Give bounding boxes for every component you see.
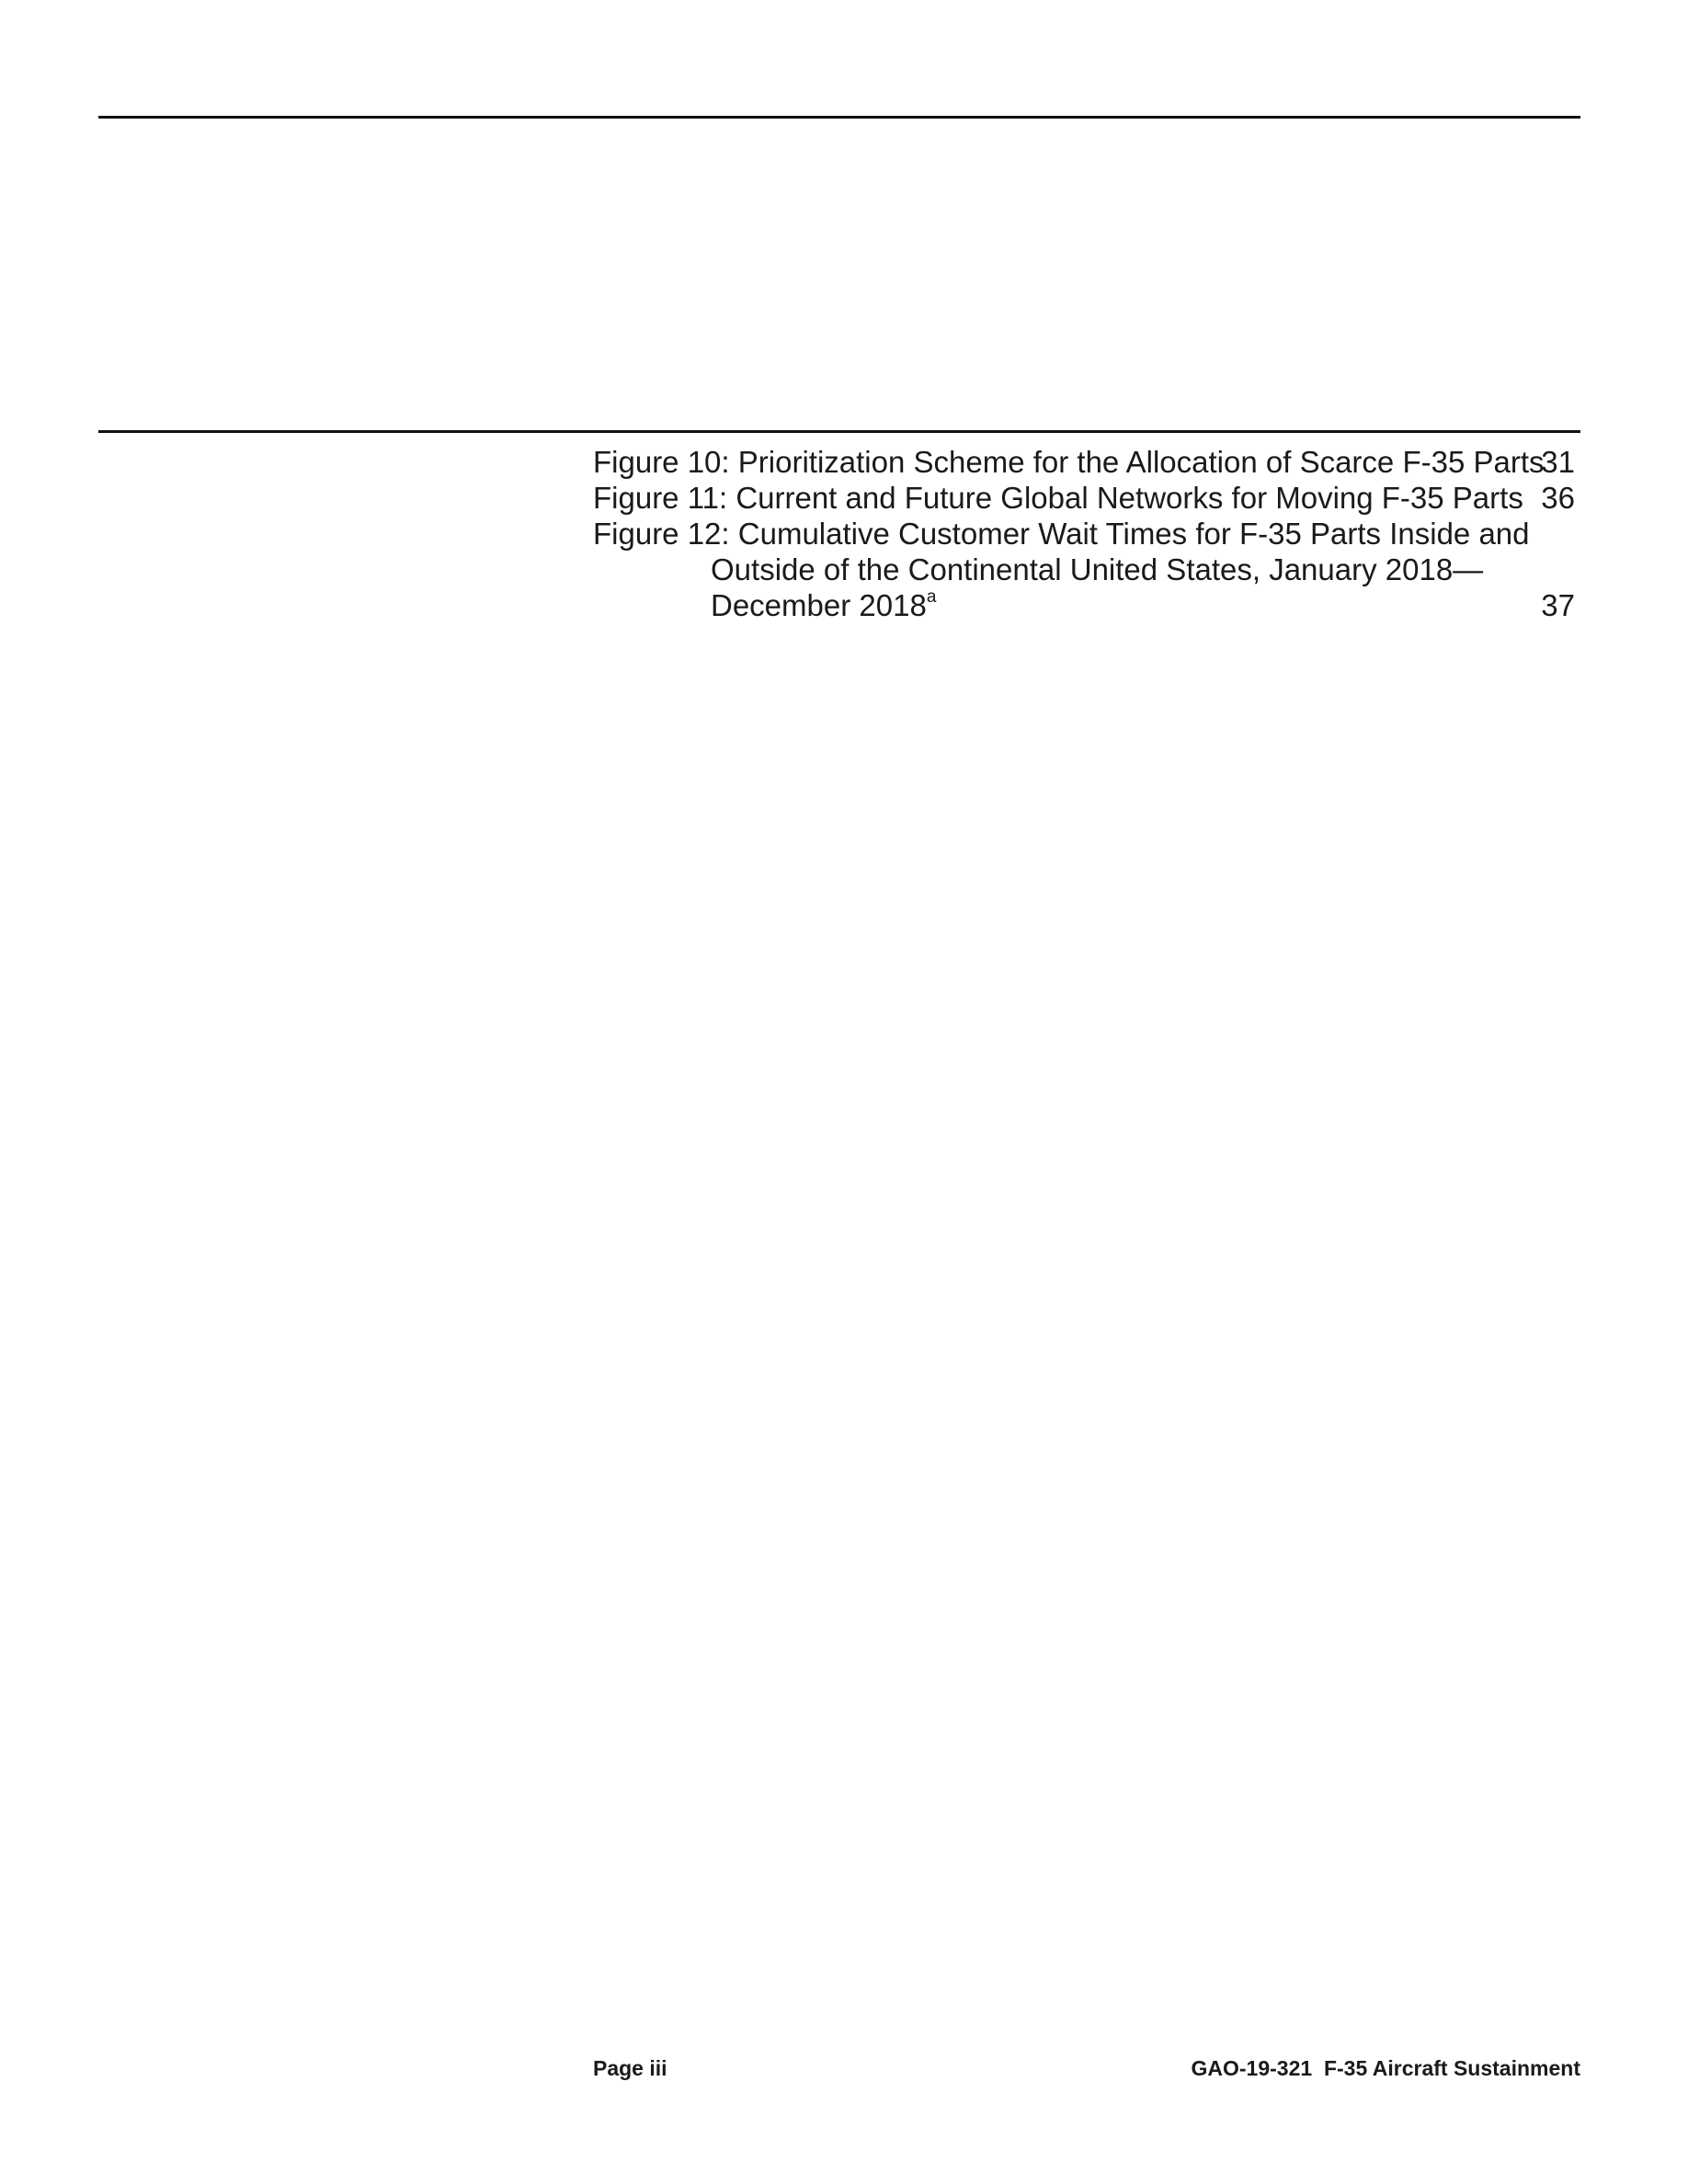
page-number: Page iii [593, 2056, 667, 2080]
document-identifier: GAO-19-321 F-35 Aircraft Sustainment [1191, 2056, 1580, 2080]
toc-entry-title: Current and Future Global Networks for Moving F-35 Parts [736, 481, 1523, 515]
toc-entry-label: Figure 10: [593, 445, 730, 479]
toc-entry-label: Figure 11: [593, 481, 728, 515]
toc-entry-title: Prioritization Scheme for the Allocation of Scarce F-35 Parts [737, 445, 1545, 479]
toc-entry-figure-12[interactable] [593, 516, 1575, 623]
toc-entry-figure-11[interactable] [593, 480, 1575, 516]
section-divider [98, 430, 1580, 433]
toc-entry-page-number: 36 [1541, 481, 1575, 515]
toc-entry-label: Figure 12: [593, 517, 730, 551]
list-of-figures [593, 444, 1575, 623]
toc-entry-figure-10[interactable] [593, 444, 1575, 480]
toc-entry-page-number: 31 [1541, 445, 1575, 479]
toc-entry-title: Cumulative Customer Wait Times for F-35 Parts Inside and Outside of the Continental United States, January 2018—December 2018 [711, 517, 1530, 622]
footnote-marker: a [926, 587, 937, 607]
toc-entry-page-number: 37 [1541, 588, 1575, 622]
top-divider [98, 116, 1580, 119]
